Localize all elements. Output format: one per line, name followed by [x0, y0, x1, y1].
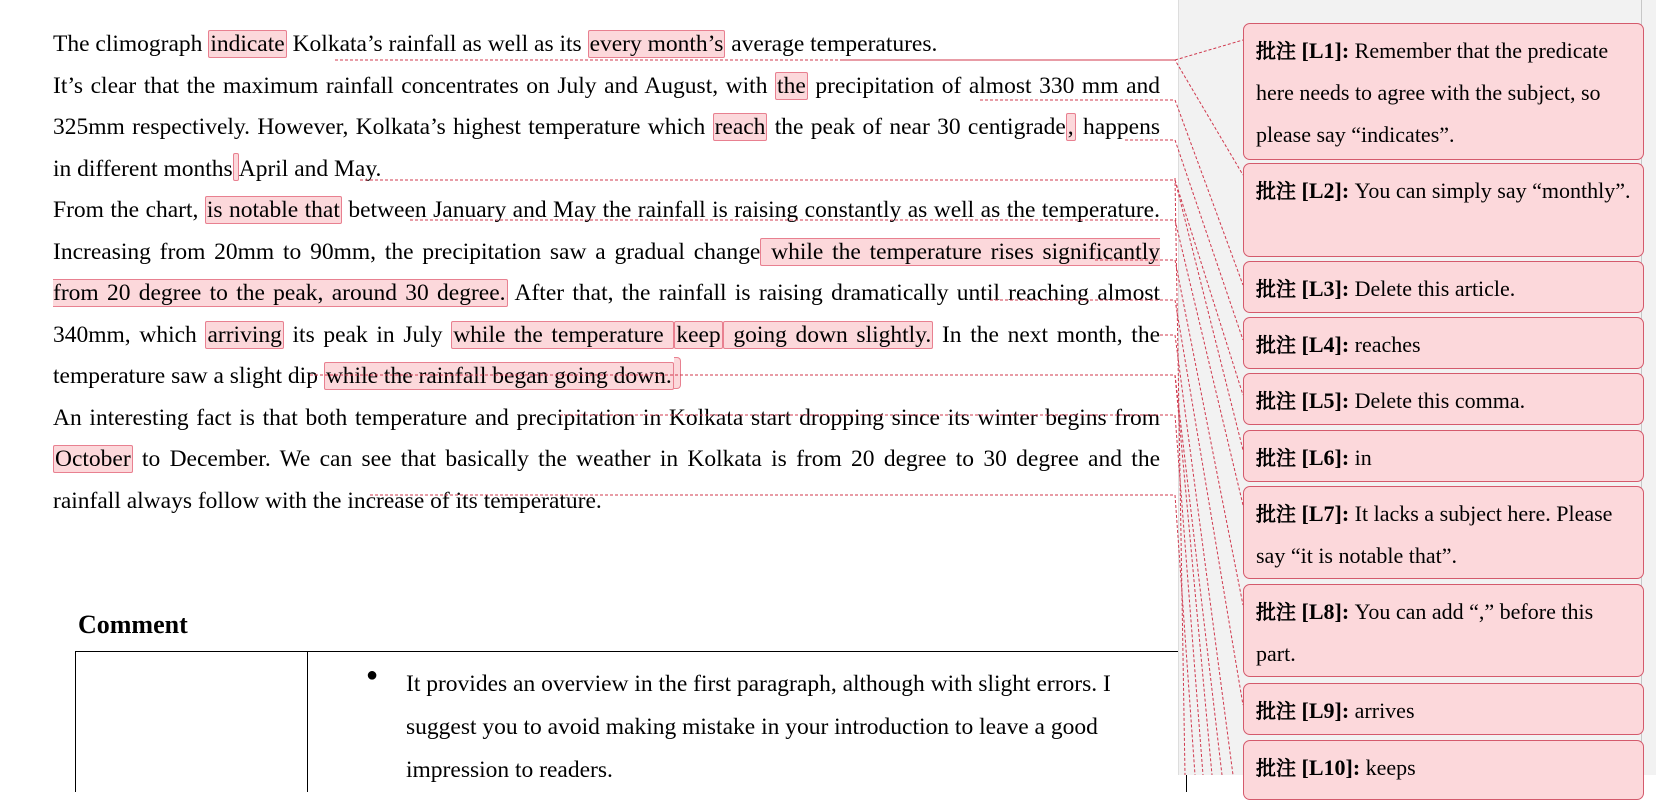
comment-anchor-l8[interactable]: while the temperature rises significantly from 20 degree to the peak, around 30 degree. — [53, 238, 1160, 306]
comment-l1[interactable]: 批注 [L1]: Remember that the predicate here needs to agree with the subject, so please say “indicates”. — [1243, 23, 1644, 160]
comment-l2[interactable]: 批注 [L2]: You can simply say “monthly”. — [1243, 163, 1644, 257]
comment-l4[interactable]: 批注 [L4]: reaches — [1243, 317, 1644, 369]
paragraph-3: From the chart, is notable that between January and May the rainfall is raising constantly as well as the temperature. Increasing from 20mm to 90mm, the precipitation saw a gradual change while the temperature rises significantly from 20 degree to the peak, around 30 degree. After that, the rainfall is raising dramatically until reaching almost 340mm, which arriving its peak in July while the temperature keep going down slightly. In the next month, the temperature saw a slight dip while the rainfall began going down. — [53, 197, 1160, 389]
paragraph-4: An interesting fact is that both temperature and precipitation in Kolkata start dropping since its winter begins from October to December. We can see that basically the weather in Kolkata is from 20 degree to 30 degree and the rainfall always follow with the increase of its temperature. — [53, 404, 1160, 514]
comment-anchor-l11[interactable]: going down slightly. — [724, 321, 932, 348]
comment-l3[interactable]: 批注 [L3]: Delete this article. — [1243, 261, 1644, 313]
comment-anchor-l9[interactable]: arriving — [207, 321, 282, 348]
comment-anchor-l13[interactable]: October — [55, 446, 131, 472]
comment-l7[interactable]: 批注 [L7]: It lacks a subject here. Please say “it is notable that”. — [1243, 486, 1644, 579]
comment-anchor-l12[interactable]: while the rainfall began going down. — [325, 363, 672, 389]
comment-l10[interactable]: 批注 [L10]: keeps — [1243, 740, 1644, 800]
comment-anchor-l7[interactable]: is notable that — [206, 197, 340, 223]
comment-l5[interactable]: 批注 [L5]: Delete this comma. — [1243, 373, 1644, 425]
comment-anchor-l3[interactable]: the — [777, 72, 806, 99]
comment-section-heading: Comment — [78, 610, 188, 639]
paragraph-2: It’s clear that the maximum rainfall concentrates on July and August, with the precipitation of almost 330 mm and 325mm respectively. However, Kolkata’s highest temperature which reach the peak of near 30 centigrade, happens in different months April and May. — [53, 72, 1160, 182]
paragraph-1: The climograph indicate Kolkata’s rainfall as well as its every month’s average temperatures. — [53, 31, 938, 57]
comment-anchor-l5[interactable]: , — [1067, 114, 1074, 140]
comment-anchor-l10[interactable]: while the temperature — [453, 321, 673, 348]
bullet-icon: ● — [366, 664, 379, 686]
comment-anchor-l2[interactable]: every month’s — [589, 31, 724, 57]
comment-anchor-l1[interactable]: indicate — [210, 31, 285, 57]
comment-bullet-text: It provides an overview in the first paragraph, although with slight errors. I suggest you to avoid making mistake in your introduction to leave a good impression to readers. — [406, 671, 1111, 783]
comment-l6[interactable]: 批注 [L6]: in — [1243, 430, 1644, 482]
comment-anchor-l10b[interactable]: keep — [676, 321, 721, 348]
comment-l8[interactable]: 批注 [L8]: You can add “,” before this part. — [1243, 584, 1644, 677]
comment-anchor-l4[interactable]: reach — [714, 114, 766, 140]
comment-l9[interactable]: 批注 [L9]: arrives — [1243, 683, 1644, 735]
